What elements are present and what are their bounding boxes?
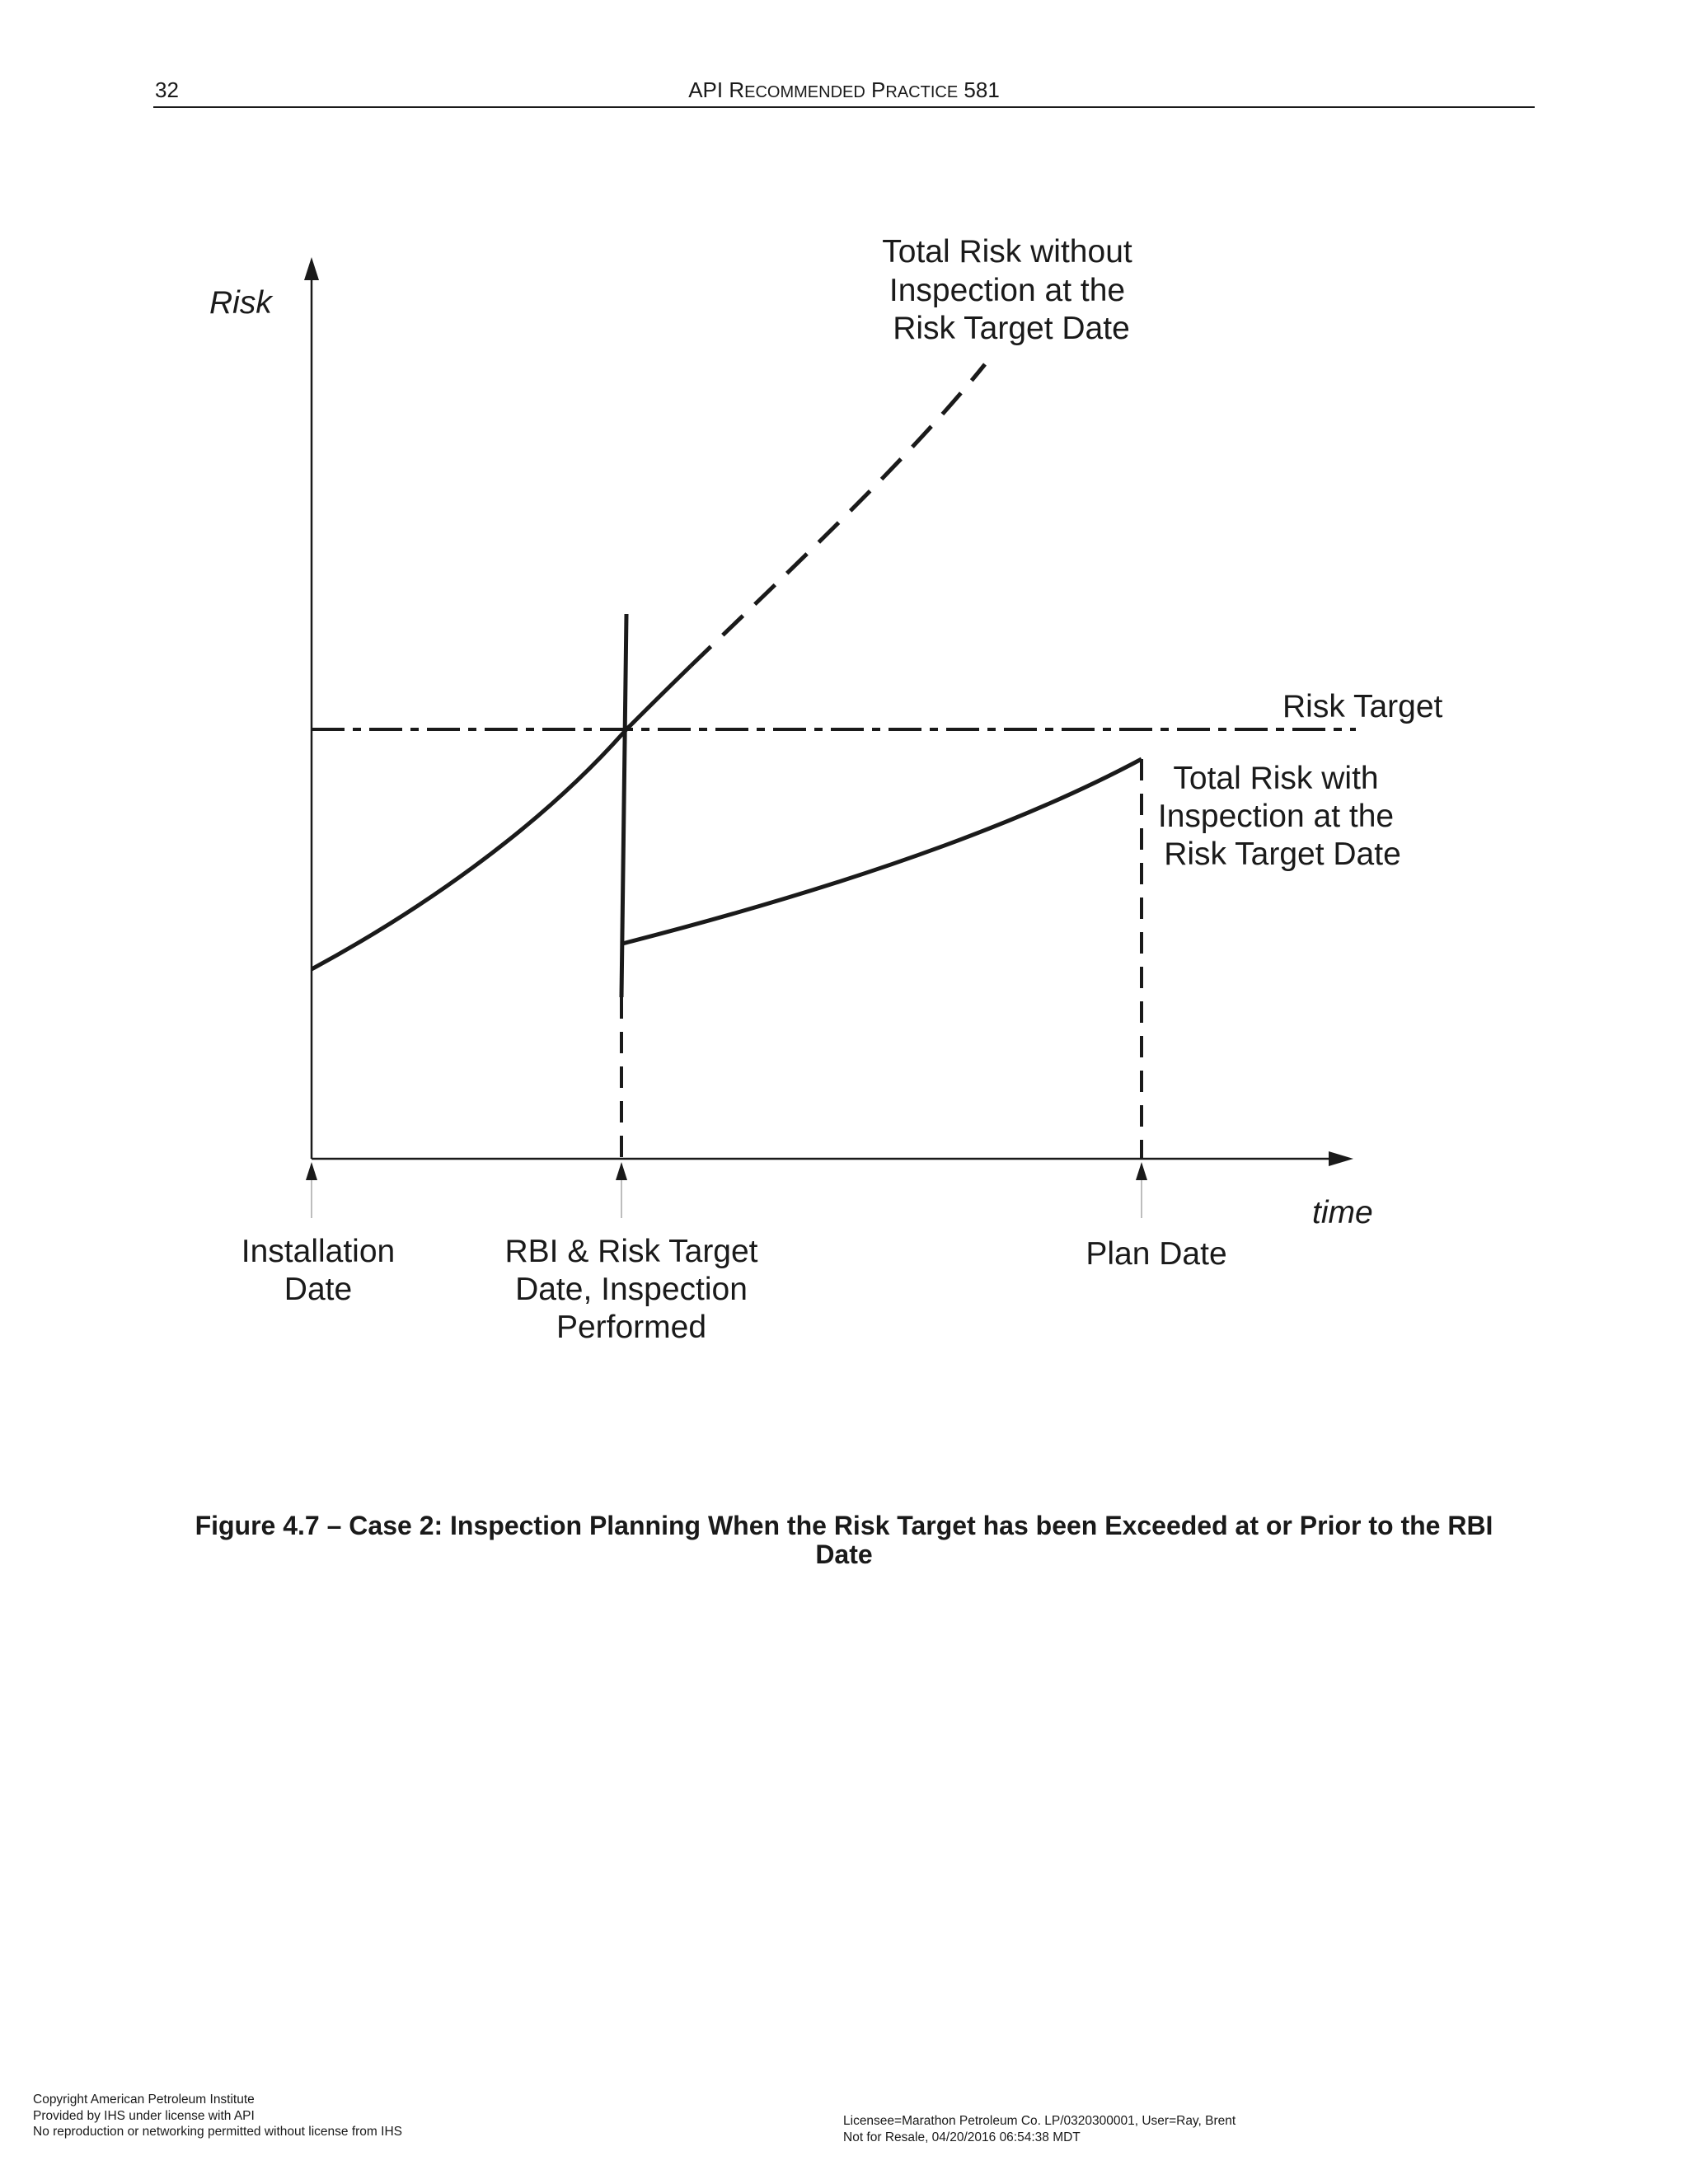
plan-date-label: Plan Date [1085, 1236, 1227, 1272]
rbi-date-label-line-3: Performed [556, 1310, 707, 1345]
figure-caption-line-1: Figure 4.7 – Case 2: Inspection Planning When the Risk Target has been Exceeded at or Prior to the RBI [195, 1511, 1493, 1540]
page-number: 32 [155, 77, 179, 102]
license-footer [843, 2113, 1236, 2145]
inspection-drop-line [621, 614, 626, 997]
rbi-date-label-line-2: Date, Inspection [515, 1272, 748, 1307]
copyright-footer [33, 2092, 402, 2140]
figure-caption [132, 1511, 1556, 1569]
total-risk-without-inspection-curve [691, 364, 985, 666]
y-axis-arrowhead [304, 257, 319, 280]
footer-left-line-2: Provided by IHS under license with API [33, 2108, 255, 2123]
x-axis-arrowhead [1329, 1151, 1353, 1166]
figure-caption-line-2: Date [815, 1540, 873, 1569]
risk-target-label: Risk Target [1282, 689, 1443, 724]
installation-date-marker-arrow [306, 1162, 317, 1180]
without-inspection-label-line-2: Inspection at the [889, 273, 1126, 308]
running-header-title: API RECOMMENDED PRACTICE 581 [688, 77, 1000, 102]
footer-left-line-3: No reproduction or networking permitted without license from IHS [33, 2125, 402, 2139]
total-risk-curve-before-inspection [312, 666, 691, 969]
total-risk-with-inspection-curve [622, 759, 1142, 944]
footer-right-line-1: Licensee=Marathon Petroleum Co. LP/0320300001, User=Ray, Brent [843, 2114, 1236, 2128]
footer-left-line-1: Copyright American Petroleum Institute [33, 2093, 255, 2107]
with-inspection-label-line-2: Inspection at the [1157, 799, 1395, 834]
without-inspection-label-line-3: Risk Target Date [893, 311, 1130, 346]
installation-date-label-line-2: Date [284, 1272, 353, 1307]
footer-right-line-2: Not for Resale, 04/20/2016 06:54:38 MDT [843, 2130, 1081, 2144]
installation-date-label-line-1: Installation [241, 1234, 396, 1269]
without-inspection-label-line-1: Total Risk without [882, 234, 1132, 269]
with-inspection-label-line-3: Risk Target Date [1164, 837, 1401, 872]
x-axis-label: time [1312, 1195, 1373, 1230]
y-axis-label: Risk [209, 285, 272, 321]
plan-date-marker-arrow [1136, 1162, 1147, 1180]
rbi-date-marker-arrow [616, 1162, 627, 1180]
rbi-date-label-line-1: RBI & Risk Target [504, 1234, 758, 1269]
with-inspection-label-line-1: Total Risk with [1173, 761, 1379, 796]
